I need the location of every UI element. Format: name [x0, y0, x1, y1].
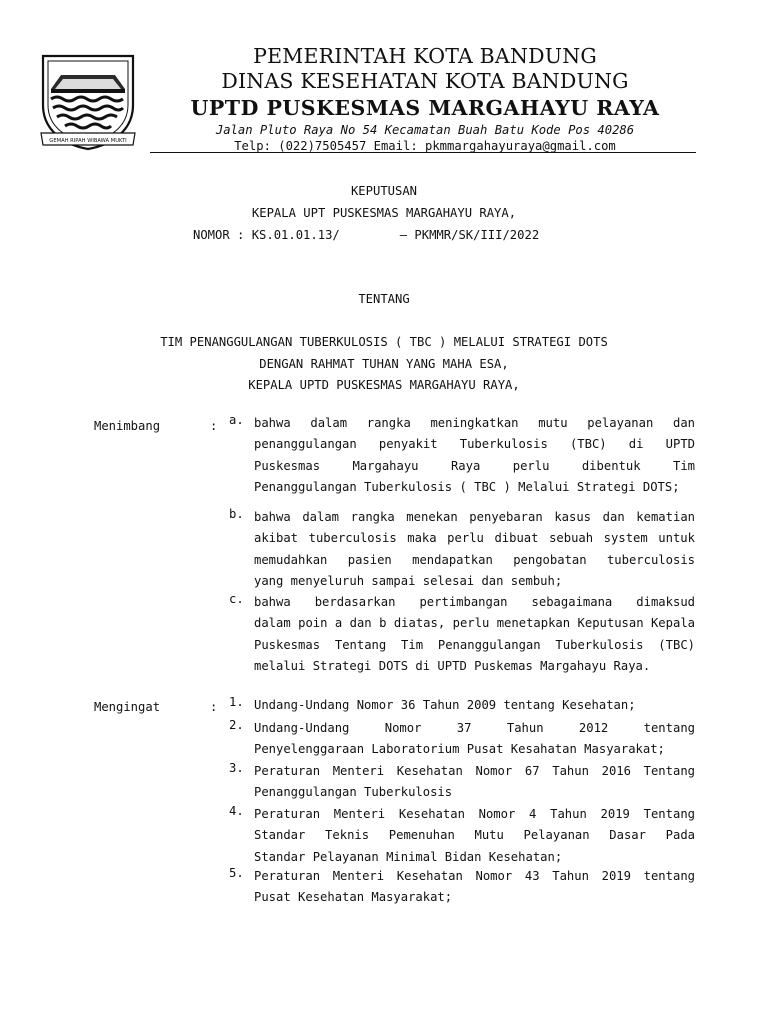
- letterhead-address: Jalan Pluto Raya No 54 Kecamatan Buah Batu Kode Pos 40286: [215, 123, 635, 137]
- item-text: [254, 718, 695, 761]
- text-line: Penyelenggaraan Laboratorium Pusat Kesahatan Masyarakat;: [254, 742, 665, 757]
- item-text: [254, 761, 695, 804]
- letterhead-contact: Telp: (022)7505457 Email: pkmmargahayuraya@gmail.com: [234, 139, 616, 153]
- text-line: Standar Teknis Pemenuhan Mutu Pelayanan Dasar Pada: [254, 828, 695, 843]
- text-line: dalam poin a dan b diatas, perlu menetapkan Keputusan Kepala: [254, 616, 695, 631]
- text-line: Penanggulangan Tuberkulosis ( TBC ) Melalui Strategi DOTS;: [254, 479, 680, 494]
- letterhead-institution: UPTD PUSKESMAS MARGAHAYU RAYA: [190, 96, 660, 120]
- letterhead-government: PEMERINTAH KOTA BANDUNG: [253, 44, 597, 68]
- mengingat-colon: :: [210, 700, 218, 714]
- logo-motto-text: GEMAH RIPAH WIBAWA MUKTI: [49, 138, 127, 144]
- decree-number-prefix: NOMOR : KS.01.01.13/: [193, 228, 340, 242]
- text-line: Pusat Kesehatan Masyarakat;: [254, 890, 453, 905]
- item-text: [254, 413, 695, 498]
- item-marker: 2.: [229, 718, 244, 732]
- decree-about: TENTANG: [358, 292, 410, 306]
- mengingat-label: Mengingat: [94, 700, 161, 714]
- text-line: Standar Pelayanan Minimal Bidan Kesehatan;: [254, 849, 563, 864]
- decree-title: KEPUTUSAN: [350, 184, 418, 198]
- item-marker: 3.: [229, 761, 244, 775]
- text-line: Undang-Undang Nomor 36 Tahun 2009 tentang Kesehatan;: [254, 698, 636, 712]
- menimbang-colon: :: [210, 419, 218, 433]
- item-marker: b.: [229, 507, 244, 521]
- text-line: Peraturan Menteri Kesehatan Nomor 43 Tahun 2019 tentang: [254, 869, 695, 883]
- text-line: melalui Strategi DOTS di UPTD Puskemas Margahayu Raya.: [254, 658, 651, 673]
- text-line: Peraturan Menteri Kesehatan Nomor 67 Tahun 2016 Tentang: [254, 764, 695, 778]
- decree-number: [193, 225, 539, 245]
- letterhead-department: DINAS KESEHATAN KOTA BANDUNG: [221, 69, 629, 93]
- item-text: [254, 804, 695, 868]
- text-line: penanggulangan penyakit Tuberkulosis (TBC) di UPTD: [254, 437, 695, 452]
- text-line: bahwa berdasarkan pertimbangan sebagaimana dimaksud: [254, 595, 695, 609]
- text-line: bahwa dalam rangka meningkatkan mutu pelayanan dan: [254, 416, 695, 430]
- decree-head: KEPALA UPTD PUSKESMAS MARGAHAYU RAYA,: [248, 378, 520, 392]
- text-line: Puskesmas Tentang Tim Penanggulangan Tuberkulosis (TBC): [254, 637, 695, 652]
- item-text: [254, 592, 695, 677]
- text-line: Peraturan Menteri Kesehatan Nomor 4 Tahun 2019 Tentang: [254, 807, 695, 821]
- text-line: bahwa dalam rangka menekan penyebaran kasus dan kematian: [254, 510, 695, 524]
- text-line: memudahkan pasien mendapatkan pengobatan tuberculosis: [254, 552, 695, 567]
- letterhead-divider: [150, 152, 696, 153]
- text-line: akibat tuberculosis maka perlu dibuat sebuah system untuk: [254, 531, 695, 546]
- text-line: yang menyeluruh sampai selesai dan sembuh;: [254, 573, 563, 588]
- text-line: Undang-Undang Nomor 37 Tahun 2012 tentang: [254, 721, 695, 735]
- decree-number-suffix: – PKMMR/SK/III/2022: [399, 228, 540, 242]
- item-marker: c.: [229, 592, 244, 606]
- item-marker: 5.: [229, 866, 244, 880]
- item-text: [254, 507, 695, 592]
- item-marker: a.: [229, 413, 244, 427]
- decree-subject: TIM PENANGGULANGAN TUBERKULOSIS ( TBC ) MELALUI STRATEGI DOTS: [160, 335, 608, 349]
- menimbang-label: Menimbang: [94, 419, 161, 433]
- item-text: [254, 866, 695, 909]
- bandung-city-crest-logo: [39, 53, 137, 151]
- item-marker: 4.: [229, 804, 244, 818]
- decree-issuer: KEPALA UPT PUSKESMAS MARGAHAYU RAYA,: [251, 206, 517, 220]
- decree-grace: DENGAN RAHMAT TUHAN YANG MAHA ESA,: [259, 357, 509, 371]
- text-line: Penanggulangan Tuberkulosis: [254, 785, 453, 800]
- item-text: [254, 695, 695, 716]
- letterhead: [150, 44, 700, 154]
- text-line: Puskesmas Margahayu Raya perlu dibentuk Tim: [254, 458, 695, 473]
- item-marker: 1.: [229, 695, 244, 709]
